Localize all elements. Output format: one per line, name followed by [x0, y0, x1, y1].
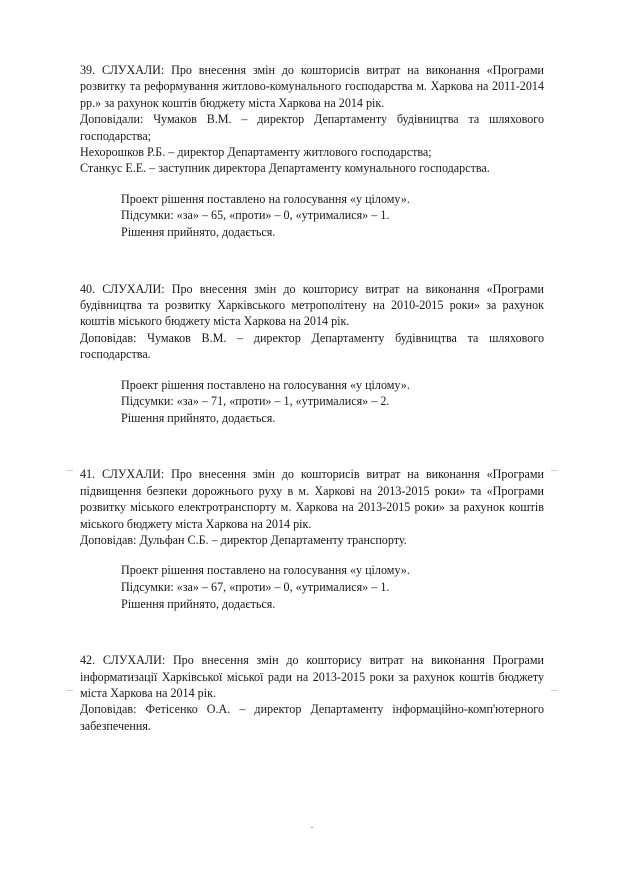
- document-body: [80, 62, 544, 734]
- item-42-speakers: [80, 701, 544, 734]
- item-41-heading: 41. СЛУХАЛИ: Про внесення змін до кошторисів витрат на виконання «Програми підвищення безпеки дорожнього руху в м. Харкові на 2013-2015 роки» та «Програми розвитку міського електротранспорту м. Харкова на 2013-2015 роки» за рахунок коштів міського бюджету міста Харкова на 2014 рік.: [80, 467, 544, 531]
- item-39-heading: 39. СЛУХАЛИ: Про внесення змін до кошторисів витрат на виконання «Програми розвитку та реформування житлово-комунального господарства м. Харкова на 2011-2014 рр.» за рахунок коштів бюджету міста Харкова на 2014 рік.: [80, 63, 544, 110]
- item-40-vote-line-2: Підсумки: «за» – 71, «проти» – 1, «утрималися» – 2.: [121, 394, 390, 409]
- item-39-vote-block: [121, 191, 544, 241]
- item-39-speaker-2: Нехорошков Р.Б. – директор Департаменту житлового господарства;: [80, 145, 432, 160]
- section-gap-1: [80, 241, 544, 281]
- item-42-speaker-1: Доповідав: Фетісенко О.А. – директор Департаменту інформаційно-комп'ютерного забезпечення.: [80, 702, 544, 733]
- item-39-speakers: [80, 111, 544, 177]
- section-gap-3: [80, 612, 544, 652]
- item-42-heading: 42. СЛУХАЛИ: Про внесення змін до кошторису витрат на виконання Програми інформатизації Харківської міської ради на 2013-2015 роки за рахунок коштів бюджету міста Харкова на 2014 рік.: [80, 653, 544, 701]
- item-39-speaker-3: Станкус Е.Е. – заступник директора Департаменту комунального господарства.: [80, 161, 490, 176]
- page-tick-right: [551, 470, 558, 471]
- item-40-vote-line-3: Рішення прийнято, додається.: [121, 410, 276, 425]
- agenda-item-41: [80, 466, 544, 612]
- item-41-vote-line-2: Підсумки: «за» – 67, «проти» – 0, «утрималися» – 1.: [121, 580, 390, 595]
- item-41-speakers: [80, 532, 544, 548]
- item-41-vote-line-3: Рішення прийнято, додається.: [121, 596, 276, 611]
- agenda-item-42: [80, 652, 544, 734]
- item-40-heading: 40. СЛУХАЛИ: Про внесення змін до кошторису витрат на виконання «Програми будівництва та розвитку Харківського метрополітену на 2010-2015 роки» за рахунок коштів міського бюджету міста Харкова на 2014 рік.: [80, 281, 544, 329]
- item-40-vote-block: [121, 377, 544, 427]
- agenda-item-39: [80, 62, 544, 241]
- item-39-vote-line-1: Проект рішення поставлено на голосування «у цілому».: [121, 191, 410, 206]
- item-39-vote-line-3: Рішення прийнято, додається.: [121, 225, 276, 240]
- item-39-speaker-1: Доповідали: Чумаков В.М. – директор Департаменту будівництва та шляхового господарства;: [80, 112, 544, 143]
- section-gap-2: [80, 426, 544, 466]
- item-41-vote-line-1: Проект рішення поставлено на голосування «у цілому».: [121, 563, 410, 578]
- page-footer-mark: .: [310, 819, 314, 831]
- item-41-vote-block: [121, 562, 544, 612]
- item-40-vote-line-1: Проект рішення поставлено на голосування «у цілому».: [121, 377, 410, 392]
- page-tick-right-lower: [551, 690, 558, 691]
- agenda-item-40: [80, 281, 544, 427]
- item-41-speaker-1: Доповідав: Дульфан С.Б. – директор Департаменту транспорту.: [80, 533, 407, 548]
- page-tick-left: [66, 470, 73, 471]
- item-40-speakers: [80, 330, 544, 363]
- item-39-vote-line-2: Підсумки: «за» – 65, «проти» – 0, «утрималися» – 1.: [121, 208, 390, 223]
- item-40-speaker-1: Доповідав: Чумаков В.М. – директор Департаменту будівництва та шляхового господарства.: [80, 330, 544, 362]
- page-tick-left-lower: [66, 690, 73, 691]
